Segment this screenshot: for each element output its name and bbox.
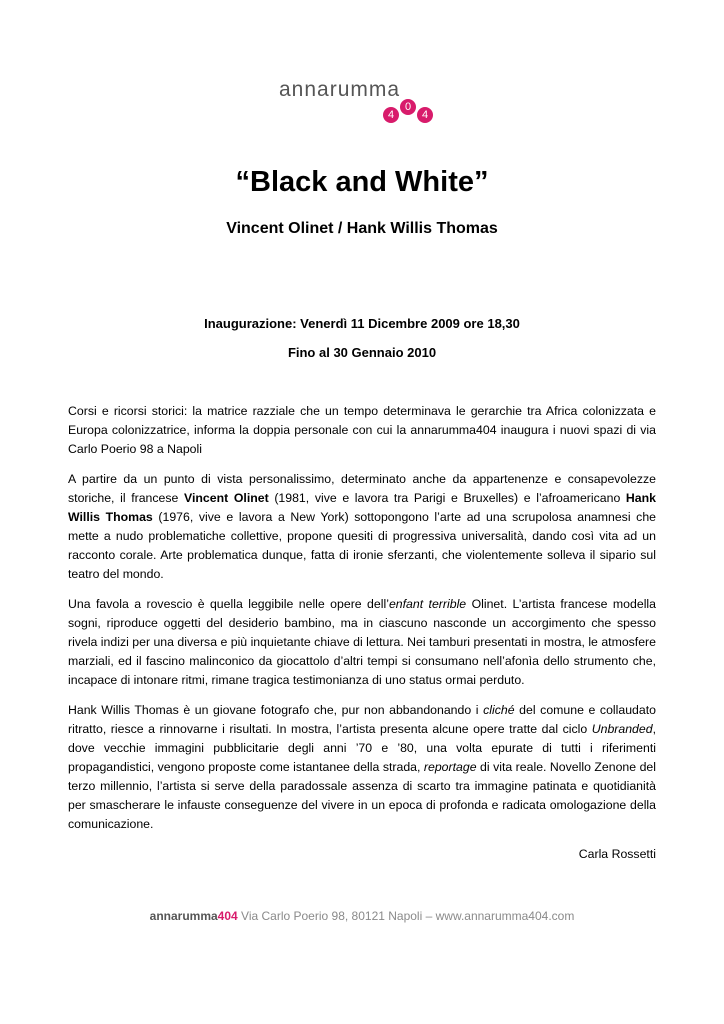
- p2-text-a: A partire da un punto di vista personalissimo, determinato anche da appartenenze e consapevolezze storiche, il francese: [68, 472, 656, 505]
- footer-brand-name: annarumma: [149, 909, 218, 923]
- p4-italic-unbranded: Unbranded: [591, 722, 653, 736]
- opening-date: Inaugurazione: Venerdì 11 Dicembre 2009 ore 18,30: [204, 316, 520, 331]
- artist-name-thomas: Hank Willis Thomas: [68, 491, 656, 524]
- p3-text-c: Olinet. L’artista francese modella sogni, riproduce oggetti del desiderio bambino, ma in ciascuno nasconde un accorgimento che spesso rivela indizi per una diversa e più inquietante chiave di lettura. Nei tamburi presentati in mostra, le atmosfere marziali, ed il fascino malinconico da giocattolo d’altri tempi si consumano nell’afonìa dello strumento che, incapace di intonare ritmi, rimane tragica testimonianza di uno status ormai perduto.: [68, 597, 656, 687]
- exhibition-title: “Black and White”: [235, 166, 489, 198]
- p3-text-a: Una favola a rovescio è quella leggibile nelle opere dell’: [68, 597, 389, 611]
- artist-name-olinet: Vincent Olinet: [184, 491, 269, 505]
- p4-text-c: del comune e collaudato ritratto, riesce a rinnovarne i risultati. In mostra, l’artista presenta alcune opere tratte dal ciclo: [68, 703, 656, 736]
- p2-text-e: (1976, vive e lavora a New York) sottopongono l’arte ad una scrupolosa anamnesi che mette a nudo problematiche collettive, propone quesiti di progressiva universalità, dando così vita ad un racconto corale. Arte problematica dunque, fatta di ironie sferzanti, che violentemente solleva il sipario sul teatro del mondo.: [68, 510, 656, 581]
- p4-text-a: Hank Willis Thomas è un giovane fotografo che, pur non abbandonando i: [68, 703, 484, 717]
- paragraph-2: [68, 470, 656, 584]
- gallery-logo: [279, 78, 449, 126]
- p4-italic-cliche: cliché: [483, 703, 515, 717]
- footer: [0, 909, 724, 923]
- p2-text-c: (1981, vive e lavora tra Parigi e Bruxelles) e l’afroamericano: [268, 491, 626, 505]
- p4-text-g: di vita reale. Novello Zenone del terzo millennio, l’artista si serve della paradossale assenza di scarto tra immagine patinata e quotidianità per smascherare le infauste conseguenze del vivere in un epoca di profonda e radicata omologazione della comunicazione.: [68, 760, 656, 831]
- logo-digit-4: 4: [383, 107, 399, 123]
- paragraph-1: Corsi e ricorsi storici: la matrice razziale che un tempo determinava le gerarchie tra Africa colonizzata e Europa colonizzatrice, informa la doppia personale con cui la annarumma404 inaugura i nuovi spazi di via Carlo Poerio 98 a Napoli: [68, 404, 656, 456]
- p4-italic-reportage: reportage: [423, 760, 477, 774]
- p3-italic-enfant-terrible: enfant terrible: [388, 597, 467, 611]
- p4-text-e: , dove vecchie immagini pubblicitarie degli anni ’70 e ’80, una volta epurate di tutti i riferimenti propagandistici, vengono proposte come istantanee della strada,: [68, 722, 656, 774]
- logo-digit-0: 0: [400, 99, 416, 115]
- artists-line: Vincent Olinet / Hank Willis Thomas: [226, 220, 498, 237]
- footer-brand-number: 404: [217, 909, 238, 923]
- press-release-body: [68, 402, 656, 875]
- closing-date: Fino al 30 Gennaio 2010: [287, 345, 437, 360]
- paragraph-3: [68, 595, 656, 690]
- logo-word: annarumma: [279, 78, 401, 101]
- paragraph-4: [68, 701, 656, 834]
- logo-digit-4b: 4: [417, 107, 433, 123]
- footer-address: Via Carlo Poerio 98, 80121 Napoli – www.annarumma404.com: [237, 909, 575, 923]
- signature: Carla Rossetti: [578, 847, 656, 861]
